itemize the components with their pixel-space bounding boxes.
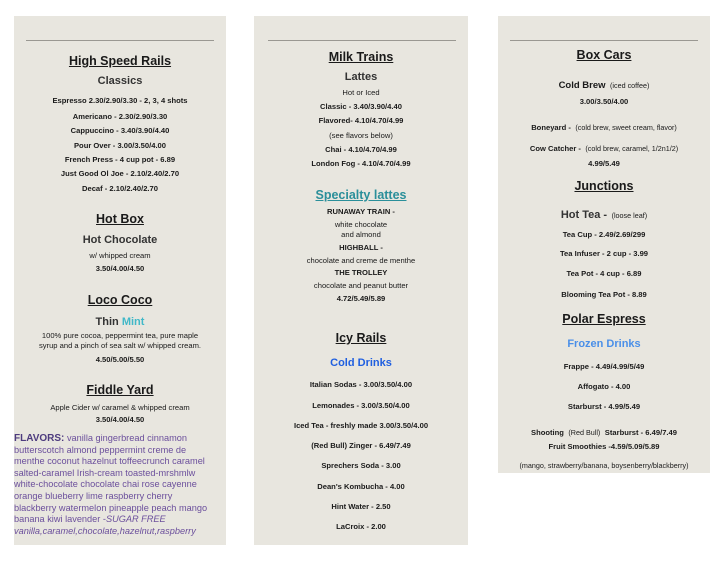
menu-item: Flavored- 4.10/4.70/4.99	[318, 116, 404, 125]
menu-item: French Press - 4 cup pot - 6.89	[64, 155, 176, 164]
menu-item: Pour Over - 3.00/3.50/4.00	[73, 141, 167, 150]
subheading-thin-mint	[14, 316, 226, 328]
flavors-line: banana kiwi lavender -SUGAR FREE	[14, 514, 166, 525]
item-note: (mango, strawberry/banana, boysenberry/blackberry)	[519, 461, 689, 470]
section-title-loco-coco: Loco Coco	[87, 293, 153, 307]
menu-item: Chai - 4.10/4.70/4.99	[325, 145, 397, 154]
menu-item-shooting-starburst: Shooting (Red Bull) Starburst - 6.49/7.49	[531, 428, 677, 437]
menu-item-cold-brew: Cold Brew (iced coffee)	[558, 80, 650, 91]
item-price: 3.50/4.00/4.50	[95, 415, 145, 424]
flavors-line: menthe coconut hazelnut toffeecrunch caramel	[14, 456, 205, 467]
sugar-free-label: SUGAR FREE	[105, 514, 166, 525]
section-title-fiddle-yard: Fiddle Yard	[86, 383, 154, 397]
section-title-high-speed-rails: High Speed Rails	[68, 54, 172, 68]
subheading-classics: Classics	[97, 75, 143, 87]
menu-item: London Fog - 4.10/4.70/4.99	[311, 159, 411, 168]
flavors-line: white-chocolate chocolate chai rose cayenne	[14, 479, 197, 490]
menu-item: Starburst - 4.99/5.49	[567, 402, 641, 411]
menu-item: Blooming Tea Pot - 8.89	[561, 290, 647, 299]
flavors-line: orange blueberry lime raspberry cherry	[14, 490, 173, 501]
section-title-polar-espress: Polar Espress	[562, 312, 646, 326]
menu-item: Sprechers Soda - 3.00	[321, 461, 401, 470]
flavors-list	[14, 433, 226, 537]
item-description: 100% pure cocoa, peppermint tea, pure maple	[41, 331, 199, 340]
menu-item: Tea Pot - 4 cup - 6.89	[566, 269, 642, 278]
divider	[268, 40, 456, 41]
menu-item: Tea Cup - 2.49/2.69/299	[562, 230, 646, 239]
item-description: white chocolate	[334, 220, 388, 229]
section-title-icy-rails: Icy Rails	[335, 331, 387, 345]
menu-item: Classic - 3.40/3.90/4.40	[320, 102, 402, 111]
item-note: Hot or Iced	[342, 88, 380, 97]
flavors-line: FLAVORS: vanilla gingerbread cinnamon	[14, 433, 187, 444]
menu-item: Affogato - 4.00	[577, 382, 631, 391]
subheading-hot-chocolate: Hot Chocolate	[82, 234, 158, 246]
item-description: chocolate and creme de menthe	[306, 256, 416, 265]
menu-item: RUNAWAY TRAIN -	[327, 207, 395, 216]
menu-item: Americano - 2.30/2.90/3.30	[72, 112, 168, 121]
item-note: w/ whipped cream	[89, 251, 151, 260]
item-price: 4.50/5.00/5.50	[95, 355, 145, 364]
menu-item: Italian Sodas - 3.00/3.50/4.00	[309, 380, 413, 389]
subheading-lattes: Lattes	[344, 71, 378, 83]
mint-label: Mint	[121, 316, 145, 328]
menu-item: Decaf - 2.10/2.40/2.70	[82, 184, 158, 193]
section-title-junctions: Junctions	[574, 179, 634, 193]
item-description: and almond	[341, 230, 381, 239]
divider	[26, 40, 214, 41]
subheading-hot-tea: Hot Tea - (loose leaf)	[560, 209, 648, 221]
section-title-box-cars: Box Cars	[576, 48, 632, 62]
flavors-label: FLAVORS:	[14, 433, 65, 444]
item-price: 4.99/5.49	[588, 159, 620, 168]
menu-item: THE TROLLEY	[334, 268, 388, 277]
item-price: 3.00/3.50/4.00	[579, 97, 629, 106]
sugar-free-list: vanilla,caramel,chocolate,hazelnut,raspberry	[14, 525, 196, 536]
item-price: 4.72/5.49/5.89	[336, 294, 386, 303]
menu-item: Fruit Smoothies -4.59/5.09/5.89	[548, 442, 660, 451]
flavors-line: blackberry watermelon pineapple peach mango	[14, 502, 208, 513]
menu-item-cow-catcher: Cow Catcher - (cold brew, caramel, 1/2n1/2)	[529, 144, 679, 153]
section-title-specialty-lattes: Specialty lattes	[315, 188, 407, 202]
menu-item: Hint Water - 2.50	[331, 502, 391, 511]
menu-item: Tea Infuser - 2 cup - 3.99	[559, 249, 649, 258]
menu-item: Cappuccino - 3.40/3.90/4.40	[70, 126, 170, 135]
flavors-line: salted-caramel Irish-cream toasted-mrshmlw	[14, 467, 196, 478]
item-description: chocolate and peanut butter	[313, 281, 409, 290]
item-price: 3.50/4.00/4.50	[95, 264, 145, 273]
divider	[510, 40, 698, 41]
menu-item: (Red Bull) Zinger - 6.49/7.49	[311, 441, 411, 450]
menu-item: HIGHBALL -	[339, 243, 383, 252]
flavors-line: butterscotch almond peppermint creme de	[14, 444, 187, 455]
menu-panel-cold-brew-tea	[498, 16, 710, 473]
menu-panel-lattes-cold	[254, 16, 468, 545]
section-title-milk-trains: Milk Trains	[328, 50, 394, 64]
menu-item: Iced Tea - freshly made 3.00/3.50/4.00	[293, 421, 429, 430]
menu-item: Espresso 2.30/2.90/3.30 - 2, 3, 4 shots	[52, 96, 188, 105]
item-description: Apple Cider w/ caramel & whipped cream	[50, 403, 190, 412]
menu-item: LaCroix - 2.00	[336, 522, 386, 531]
menu-item: Dean's Kombucha - 4.00	[317, 482, 405, 491]
subheading-frozen-drinks: Frozen Drinks	[567, 338, 641, 350]
section-title-hot-box: Hot Box	[96, 212, 144, 226]
subheading-cold-drinks: Cold Drinks	[330, 357, 392, 369]
menu-item: Frappe - 4.49/4.99/5/49	[563, 362, 645, 371]
item-description: syrup and a pinch of sea salt w/ whipped cream.	[38, 341, 202, 350]
menu-item-boneyard: Boneyard - (cold brew, sweet cream, flavor)	[531, 123, 677, 132]
menu-item: Just Good Ol Joe - 2.10/2.40/2.70	[60, 169, 180, 178]
menu-panel-hot-drinks	[14, 16, 226, 545]
menu-item: Lemonades - 3.00/3.50/4.00	[312, 401, 410, 410]
thin-label: Thin	[95, 316, 119, 328]
item-note: (see flavors below)	[329, 131, 393, 140]
